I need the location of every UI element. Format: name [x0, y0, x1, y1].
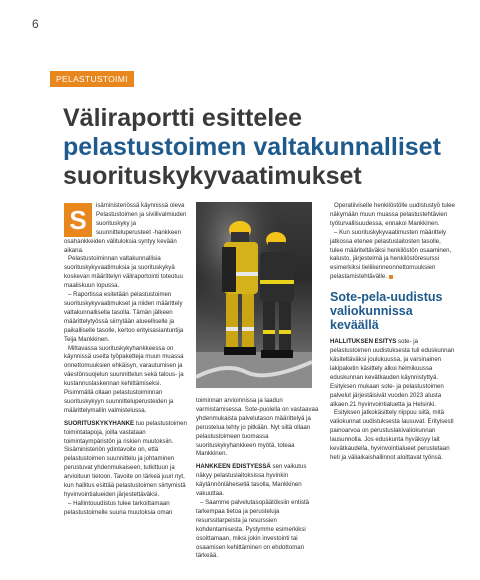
- body-paragraph: Operatiiviselle henkilöstölle uudistustyö tulee näkymään muun muassa pelastustehtävien työturvallisuudessa, ennakoi Mankkinen.: [330, 202, 455, 227]
- body-paragraph: – Saamme palvelutasopäätöksiin entistä tarkempaa tietoa ja perusteluja resurssitarpeista ja resurssien kohdentamisesta. Pystymme esimerkiksi osoittamaan, miksi jokin investointi tai osaamisen kehittäminen on ehdottoman tärkeää.: [196, 498, 310, 560]
- paragraph-lead: HALLITUKSEN ESITYS: [330, 338, 397, 346]
- paragraph-text: – Kun suorituskykyvaatimusten määrittely jatkossa etenee pelastuslaitosten tasolle, tulee määriteltäväksi henkilöstön osaaminen, kalusto, järjestelmä ja henkilöstöresurssi esimerkiksi tieliikenneonnettomuuksien pelastamistehtävälle.: [330, 228, 452, 281]
- paragraph-text: sote- ja pelastustoimen uudistuksesta tuli eduskunnan käsiteltäväksi joulukuussa, ja varsinainen lakipaketin käsittely alkoi helmikuussa eduskunnan kevätkauden käynnistyttyä. Esityksen mukaan sote- ja pelastustoimen palvelut järjestäisivät vuoden 2023 alusta alkaen 21 hyvinvointialuetta ja Helsinki.: [330, 338, 455, 408]
- body-paragraph: toiminnan arvioinnissa ja laadun varmistamisessa. Sote-puolella on vastaavaa yhdenmukaista palvelutason määrittelyä ja perustelua tehty jo pitkään. Nyt siltä ollaan pelastustoimeen tuomassa suorituskykyhankkeen myötä, toteaa Mankkinen.: [196, 397, 319, 458]
- paragraph-text: sen vaikutus näkyy pelastuslaitoksissa hyvinkin käytännönläheisellä tasolla, Mankkinen vakuuttaa.: [196, 463, 307, 498]
- page-number: 6: [32, 17, 39, 31]
- firefighters-photo: [196, 202, 312, 388]
- section-tag: PELASTUSTOIMI: [50, 71, 134, 87]
- body-paragraph: [196, 463, 320, 499]
- drop-cap: S: [64, 203, 92, 237]
- headline-line-3: suorituskykyvaatimukset: [63, 162, 362, 190]
- body-paragraph: [64, 420, 187, 500]
- section-subheading: Sote-pela-uudistus valiokunnissa keväällä: [330, 290, 443, 333]
- end-mark-icon: [389, 275, 393, 279]
- paragraph-lead: SUORITUSKYKYHANKE: [64, 419, 135, 427]
- body-paragraph: Pelastustoiminnan valtakunnallisia suorituskykyvaatimuksia ja suorituskykyä koskevan määrittelyn väliraportointi toteutuu maaliskuun lopussa.: [64, 255, 183, 290]
- body-paragraph: [330, 338, 455, 409]
- body-paragraph: – Hallintouudistus tulee tarkoittamaan pelastustoimelle suuria muutoksia oman: [64, 499, 173, 516]
- body-paragraph: Mittavassa suorituskykyhankkeessa on käynnissä useita työpaketteja muun muassa onnettomuuksien ehkäisyn, varautumisen ja väestönsuojelun suunnittelun sekä talous- ja kustannuslaskennan kehittämiseksi. Pisimmällä ollaan pelastustoiminnan suorituskykyyn suunnitteluperusteiden ja määrittelymallin valmistelussa.: [64, 344, 184, 414]
- article-column-3: [330, 202, 455, 463]
- headline-line-2: pelastustoimen valtakunnalliset: [63, 133, 441, 161]
- paragraph-text: tuo pelastustoimen toimintatapoja, joilla vastataan toimintaympäristön ja riskien muutoksiin. Sisäministeriön ydintavoite on, että pelastustoimen suunnittelu ja johtaminen perustuvat yhdenmukaiseen, tutkittuun ja arvioituun tietoon. Tavoite on tärkeä juuri nyt, kun hallitus esittää pelastustoimen siirtymistä hyvinvointialueiden järjestettäväksi.: [64, 419, 187, 498]
- article-headline: [63, 104, 453, 191]
- article-column-1: [64, 202, 187, 518]
- article-column-2: [196, 397, 320, 561]
- headline-line-1: Väliraportti esittelee: [63, 104, 302, 132]
- body-paragraph: Esityksen jatkokäsittely riippuu siitä, mitä valiokunnat uudistuksesta lausuvat. Erityisesti painoarvoa on perustuslakivaliokunnan lausunnolla. Jos eduskunta hyväksyy lait kevätkaudella, hyvinvointialueet perustetaan heti ja väliaikaishallinnot aloittavat työnsä.: [330, 409, 454, 461]
- body-paragraph: – Raportissa esitetään pelastustoimen suorituskykyvaatimukset ja niiden määrittely valtakunnallisella tasolla. Tämän jälkeen määrittelytyössä siirrytään alueelliselle ja paikalliselle tasolle, kertoo erityisasiantuntija Teija Mankkinen.: [64, 291, 184, 343]
- firefighters-illustration: [196, 202, 312, 388]
- paragraph-lead: HANKKEEN EDISTYESSÄ: [196, 463, 271, 471]
- body-paragraph: [330, 229, 455, 282]
- intro-paragraph: [64, 202, 187, 255]
- intro-text: isäministeriössä käynnissä oleva Pelastustoimen ja siviilivalmiuden suorituskyky ja suunnitteluperusteet -hankkeen osahankkeiden välituloksia syntyy kevään aikana.: [64, 202, 187, 254]
